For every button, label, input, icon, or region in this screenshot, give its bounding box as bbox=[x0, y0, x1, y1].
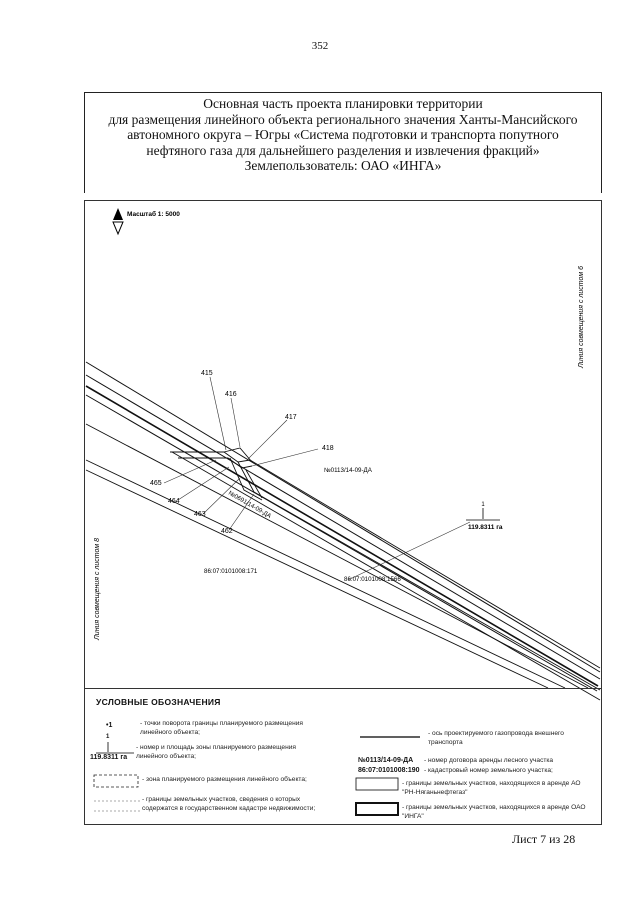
legend-title: УСЛОВНЫЕ ОБОЗНАЧЕНИЯ bbox=[96, 697, 221, 707]
legend-axis-desc: - ось проектируемого газопровода внешнего транспорта bbox=[428, 730, 564, 746]
point-label: 418 bbox=[322, 445, 334, 452]
legend-cadastral-marker: 86:07:0101008:190 bbox=[358, 767, 420, 774]
legend-zone-desc: - зона планируемого размещения линейного объекта; bbox=[142, 776, 307, 783]
legend-parcels-desc: - границы земельных участков, сведения о которых содержатся в государственном кадастре недвижимости; bbox=[142, 796, 316, 812]
cadastral-label-1: 86:07:0101008:171 bbox=[204, 568, 258, 575]
lease-label-mid: №0691/14-09-ДА bbox=[227, 489, 273, 520]
title-line-5: Землепользователь: ОАО «ИНГА» bbox=[244, 158, 442, 173]
legend-rn-desc: - границы земельных участков, находящихся в аренде АО "РН-Няганьнефтегаз" bbox=[402, 780, 581, 796]
legend-lease-desc: - номер договора аренды лесного участка bbox=[424, 757, 554, 764]
match-line-left: Линия совмещения с листом 8 bbox=[94, 537, 101, 640]
sheet-number: Лист 7 из 28 bbox=[512, 832, 576, 846]
point-label: 464 bbox=[168, 498, 180, 505]
point-label: 417 bbox=[285, 414, 297, 421]
legend-rn-box bbox=[356, 778, 398, 790]
point-label: 465 bbox=[150, 480, 162, 487]
map-scale: Масштаб 1: 5000 bbox=[127, 211, 180, 218]
lease-label-top: №0113/14-09-ДА bbox=[324, 467, 372, 474]
title-line-4: нефтяного газа для дальнейшего разделения и извлечения фракций» bbox=[146, 142, 540, 158]
legend-inga-box bbox=[356, 803, 398, 815]
legend-cadastral-desc: - кадастровый номер земельного участка; bbox=[424, 767, 553, 774]
title-line-2: для размещения линейного объекта регионального значения Ханты-Мансийского bbox=[108, 111, 578, 127]
legend-point-marker: •1 bbox=[106, 722, 113, 729]
legend-inga-desc: - границы земельных участков, находящихся в аренде ОАО "ИНГА" bbox=[402, 804, 586, 820]
point-label: 463 bbox=[194, 511, 206, 518]
title-line-1: Основная часть проекта планировки территории bbox=[203, 96, 483, 111]
legend-lease-marker: №0113/14-09-ДА bbox=[358, 757, 414, 764]
area-point: 1 bbox=[481, 502, 485, 508]
point-label: 416 bbox=[225, 391, 237, 398]
match-line-right: Линия совмещения с листом 6 bbox=[578, 265, 585, 368]
legend-area-value: 119.8311 га bbox=[90, 754, 128, 761]
cadastral-label-2: 86:07:0101008:1566 bbox=[344, 576, 401, 583]
legend-zone-box bbox=[94, 775, 138, 787]
point-label: 462 bbox=[221, 528, 233, 535]
legend-points-desc: - точки поворота границы планируемого размещения линейного объекта; bbox=[140, 720, 303, 736]
page-number: 352 bbox=[311, 40, 329, 52]
title-line-3: автономного округа – Югры «Система подготовки и транспорта попутного bbox=[127, 127, 559, 142]
legend-area-num: 1 bbox=[106, 734, 110, 740]
point-label: 415 bbox=[201, 370, 213, 377]
legend-area-desc: - номер и площадь зоны планируемого размещения линейного объекта; bbox=[136, 744, 296, 760]
area-value: 119.8311 га bbox=[468, 524, 503, 531]
